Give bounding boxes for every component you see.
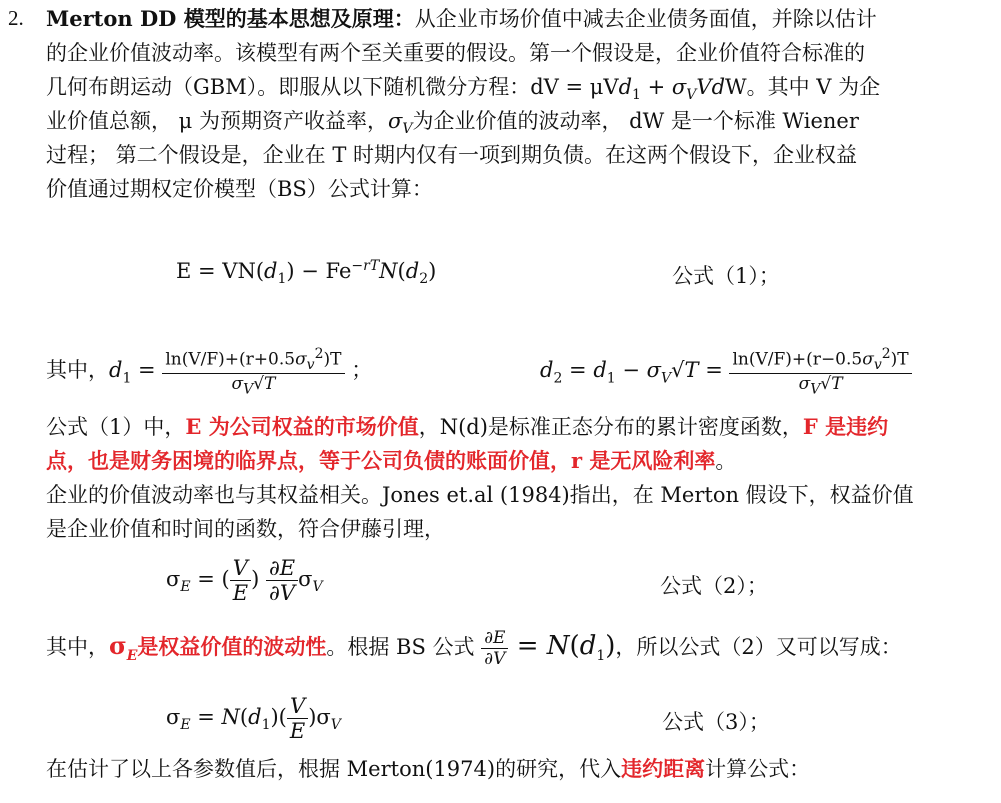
para4-text-a: 在估计了以上各参数值后，根据 Merton(1974)的研究，代入: [46, 757, 622, 781]
paragraph-intro: [46, 2, 946, 206]
intro-line-3b: 。其中 V 为企: [746, 75, 881, 99]
para2-text-c: 。: [715, 449, 737, 473]
para2-line-3: 企业的价值波动率也与其权益相关。Jones et.al (1984)指出，在 Merton 假设下，权益价值: [46, 483, 914, 507]
intro-line-6: 价值通过期权定价模型（BS）公式计算：: [46, 177, 433, 201]
para3-text-b: 。根据 BS 公式: [326, 635, 475, 659]
semicolon: ；: [351, 358, 373, 383]
item-number: 2.: [8, 6, 24, 30]
highlight-default-point-cont: 点，也是财务困境的临界点，等于公司负债的账面价值，r 是无风险利率: [46, 448, 716, 473]
intro-line-4a: 业价值总额， μ 为预期资产收益率，: [46, 109, 388, 133]
paragraph-explanation: [46, 410, 946, 546]
sigma-v-symbol: $\sigma_V$: [388, 109, 413, 138]
para2-line-4: 是企业价值和时间的函数，符合伊藤引理，: [46, 517, 445, 541]
formula-1-label: 公式（1）；: [672, 264, 780, 288]
intro-line-1: 从企业市场价值中减去企业债务面值，并除以估计: [414, 7, 877, 31]
section-heading: Merton DD 模型的基本思想及原理：: [46, 6, 415, 31]
paragraph-sigma-e: 其中，$\sigma_E$是权益价值的波动性。根据 BS 公式 $\frac{\partial E}{\partial V}$ = $N(d_1)$，所以公式（2）又可以写成：: [46, 628, 902, 669]
para2-text-a: 公式（1）中，: [46, 415, 186, 439]
where-label: 其中，: [46, 358, 109, 383]
intro-line-2: 的企业价值波动率。该模型有两个至关重要的假设。第一个假设是，企业价值符合标准的: [46, 41, 865, 65]
formula-2: $\sigma_E$ = ( $\frac{V}{E}$ ) $\frac{\partial E}{\partial V}$ $\sigma_V$: [166, 556, 323, 605]
sde-formula: dV = $\mu Vd_1 + \sigma_VVdW$: [530, 75, 747, 104]
highlight-equity-value: E 为公司权益的市场价值: [185, 414, 419, 439]
d1-formula: 其中，$d_1$ = $\frac{\ln(V/F)+(r+0.5\sigma_v^2)T}{\sigma_V√T}$ ；: [46, 346, 373, 398]
highlight-distance-to-default: 违约距离: [621, 756, 706, 781]
formula-3-label: 公式（3）；: [662, 710, 770, 734]
para3-text-c: ，所以公式（2）又可以写成：: [615, 635, 902, 659]
highlight-default-point: F 是违约: [802, 414, 889, 439]
para2-text-b: ，N(d)是标准正态分布的累计密度函数，: [418, 415, 803, 439]
highlight-equity-volatility: 是权益价值的波动性: [137, 634, 327, 659]
formula-3: $\sigma_E = N(d_1)$( $\frac{V}{E}$ )$\sigma_V$: [166, 694, 341, 743]
intro-line-3a: 几何布朗运动（GBM）。即服从以下随机微分方程：: [46, 75, 531, 99]
para3-text-a: 其中，: [46, 635, 109, 659]
intro-line-4b: 为企业价值的波动率， dW 是一个标准 Wiener: [412, 109, 859, 133]
intro-line-5: 过程； 第二个假设是，企业在 T 时期内仅有一项到期负债。在这两个假设下，企业权益: [46, 143, 858, 167]
para4-text-b: 计算公式：: [705, 757, 811, 781]
formula-1: $E = VN(d_1) - Fe^{-rT}N(d_2)$: [176, 258, 437, 288]
paragraph-closing: [46, 752, 946, 786]
formula-2-label: 公式（2）；: [660, 574, 768, 598]
d2-formula: $d_2 = d_1 - \sigma_V√T$ = $\frac{\ln(V/F)+(r-0.5\sigma_v^2)T}{\sigma_V√T}$: [540, 346, 912, 397]
